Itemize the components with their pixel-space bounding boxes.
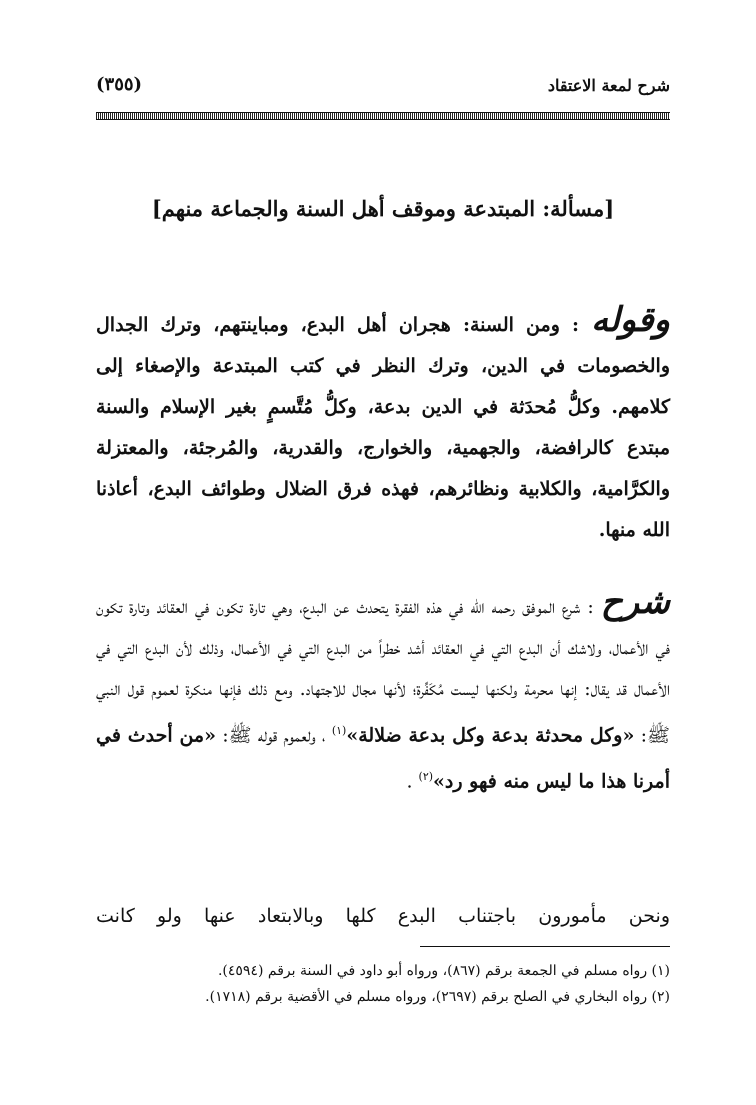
sharh-text-1: : شرع الموفق رحمه الله في هذه الفقرة يتحدث عن البدع، وهي تارة تكون في العقائد وتارة تكون في الأعمال، ولاشك أن البدع التي في العقائد أشد خطراً من البدع التي في الأعمال، وذلك لأن البدع التي في الأعمال قد يقال: إنها محرمة ولكنها ليست مُكَفِّرة؛ لأنها مجال للاجتهاد. ومع ذلك فإنها منكرة لعموم قول النبي ﷺ: — [96, 596, 670, 747]
continuation-line: ونحن مأمورون باجتناب البدع كلها وبالابتعاد عنها ولو كانت — [96, 905, 670, 927]
matn-marker: وقوله — [591, 300, 670, 340]
page-number: (٣٥٥) — [96, 74, 143, 95]
footnote-2: (٢) رواه البخاري في الصلح برقم (٢٦٩٧)، ورواه مسلم في الأقضية برقم (١٧١٨). — [205, 989, 670, 1005]
sharh-text-2: ، ولعموم قوله ﷺ: — [215, 724, 332, 747]
sharh-text-3: . — [406, 770, 419, 793]
footnote-ref-1[interactable]: (١) — [331, 724, 347, 737]
section-title: [مسألة: المبتدعة وموقف أهل السنة والجماعة منهم] — [151, 196, 615, 221]
matn-paragraph — [96, 300, 670, 551]
sharh-paragraph — [96, 582, 670, 803]
footnote-divider — [420, 946, 670, 947]
sharh-marker: شرح — [600, 582, 670, 622]
header-rule — [96, 112, 670, 120]
book-title: شرح لمعة الاعتقاد — [547, 76, 670, 95]
footnotes — [96, 958, 670, 1010]
matn-text: : ومن السنة: هجران أهل البدع، ومباينتهم، وترك الجدال والخصومات في الدين، وترك النظر في كتب المبتدعة والإصغاء إلى كلامهم. وكلُّ مُحدَثة في الدين بدعة، وكلُّ مُتَّسمٍ بغير الإسلام والسنة مبتدع كالرافضة، والجهمية، والخوارج، والقدرية، والمُرجئة، والمعتزلة والكرَّامية، والكلابية ونظائرهم، فهذه فرق الضلال وطوائف البدع، أعاذنا الله منها. — [96, 314, 670, 541]
hadith-quote-2: «من أحدث في أمرنا هذا ما ليس منه فهو رد» — [96, 724, 670, 793]
page-header — [96, 74, 670, 104]
hadith-quote-1: «وكل محدثة بدعة وكل بدعة ضلالة» — [346, 724, 635, 747]
footnote-1: (١) رواه مسلم في الجمعة برقم (٨٦٧)، ورواه أبو داود في السنة برقم (٤٥٩٤). — [217, 963, 670, 979]
footnote-ref-2[interactable]: (٢) — [418, 770, 434, 784]
